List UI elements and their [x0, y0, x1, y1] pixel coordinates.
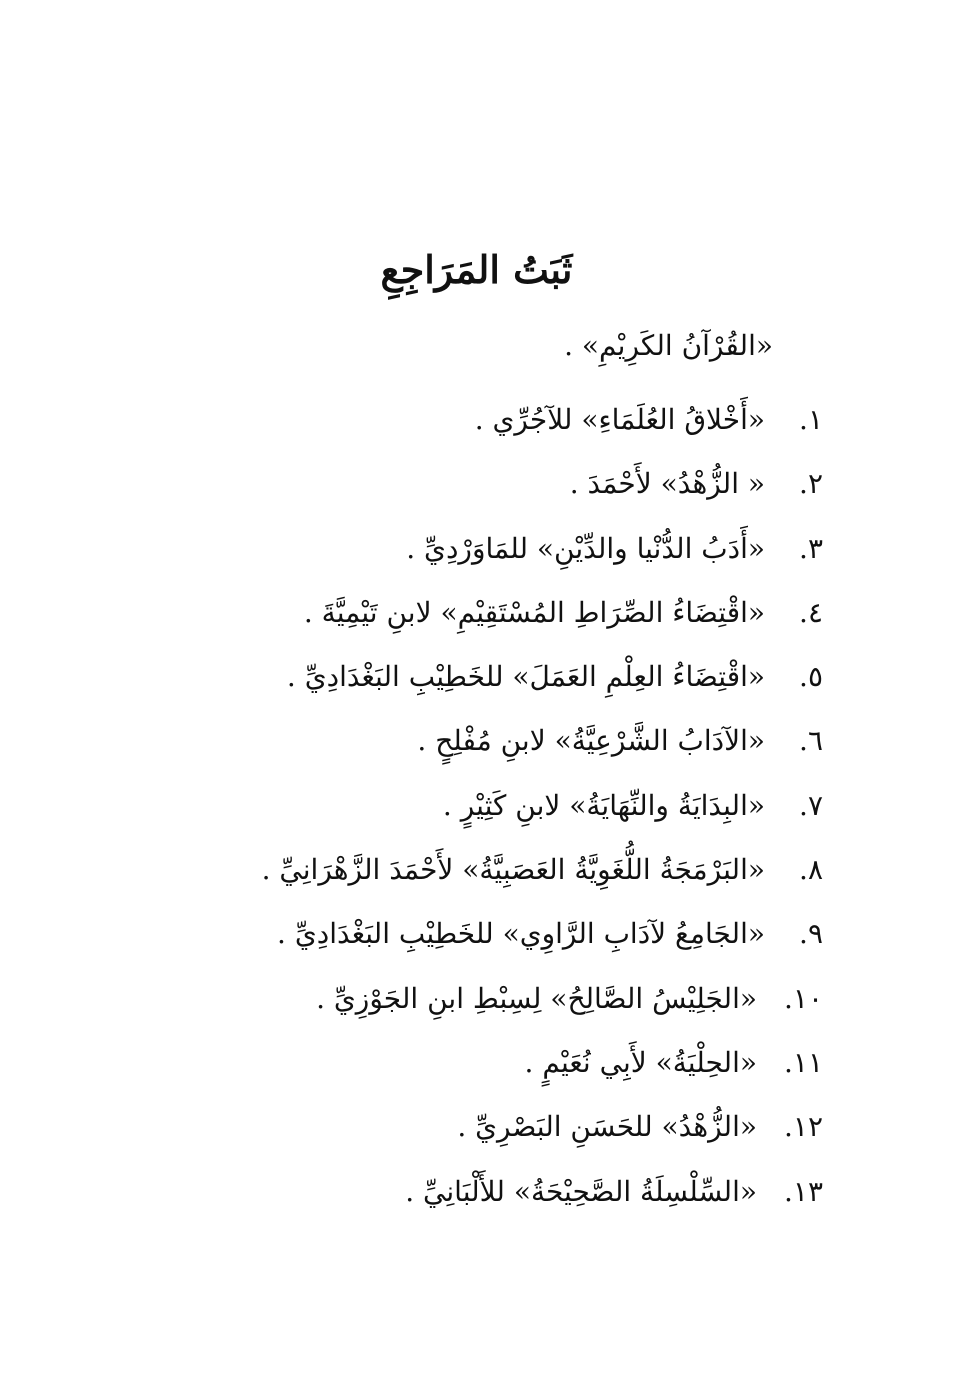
list-item: [262, 715, 823, 779]
item-number: ٦.: [799, 724, 823, 758]
item-text: «اقْتِضَاءُ العِلْمِ العَمَلَ» للخَطِيْبِ البَغْدَادِيِّ .: [286, 660, 765, 694]
list-item: [262, 651, 823, 715]
list-item: [262, 1037, 823, 1101]
list-item: [262, 1166, 823, 1230]
item-text: «الجَلِيْسُ الصَّالِحُ» لِسِبْطِ ابنِ الجَوْزِيِّ .: [316, 981, 757, 1015]
item-number: ٧.: [799, 788, 823, 822]
item-number: ١٢.: [784, 1110, 823, 1144]
list-item: [262, 780, 823, 844]
item-number: ١٠.: [784, 981, 823, 1015]
page-title: ثَبَتُ المَرَاجِعِ: [380, 247, 573, 292]
item-text: «الجَامِعُ لآدَابِ الرَّاوِي» للخَطِيْبِ البَغْدَادِيِّ .: [277, 917, 765, 951]
item-number: ٢.: [799, 467, 823, 501]
item-text: «البِدَايَةُ والنِّهَايَةُ» لابنِ كَثِيْرٍ .: [442, 788, 765, 822]
list-item: [262, 844, 823, 908]
list-item: [262, 973, 823, 1037]
item-text: «الحِلْيَةُ» لأَبِي نُعَيْمٍ .: [524, 1045, 757, 1079]
list-item: [262, 394, 823, 458]
list-item: [262, 587, 823, 651]
list-item: [262, 523, 823, 587]
item-text: «اقْتِضَاءُ الصِّرَاطِ المُسْتَقِيْمِ» لابنِ تَيْمِيَّةَ .: [303, 595, 765, 629]
list-item: [262, 908, 823, 972]
item-number: ٥.: [799, 660, 823, 694]
list-item: [262, 458, 823, 522]
item-number: ١٣.: [784, 1174, 823, 1208]
item-number: ٨.: [799, 853, 823, 887]
item-text: «البَرْمَجَةُ اللُّغَوِيَّةُ العَصَبِيَّةُ» لأَحْمَدَ الزَّهْرَانِيِّ .: [261, 853, 765, 887]
intro-line: «القُرْآنُ الكَرِيْمِ» .: [564, 329, 773, 362]
item-text: «أَدَبُ الدُّنْيا والدِّيْنِ» للمَاوَرْدِيِّ .: [406, 531, 765, 565]
item-number: ٣.: [799, 531, 823, 565]
item-text: «أَخْلاقُ العُلَمَاءِ» للآجُرِّي .: [474, 403, 765, 436]
item-text: «السِّلْسِلَةُ الصَّحِيْحَةُ» للأَلْبَانِيِّ .: [405, 1174, 757, 1208]
item-number: ١١.: [784, 1045, 823, 1079]
list-item: [262, 1101, 823, 1165]
item-text: «الآدَابُ الشَّرْعِيَّةُ» لابنِ مُفْلِحٍ .: [417, 724, 765, 758]
item-number: ٩.: [799, 917, 823, 951]
item-number: ٤.: [799, 595, 823, 629]
item-number: ١.: [799, 403, 823, 436]
references-list: [262, 394, 823, 1230]
item-text: « الزُّهْدُ» لأَحْمَدَ .: [569, 467, 765, 501]
item-text: «الزُّهْدُ» للحَسَنِ البَصْرِيِّ .: [457, 1110, 757, 1144]
